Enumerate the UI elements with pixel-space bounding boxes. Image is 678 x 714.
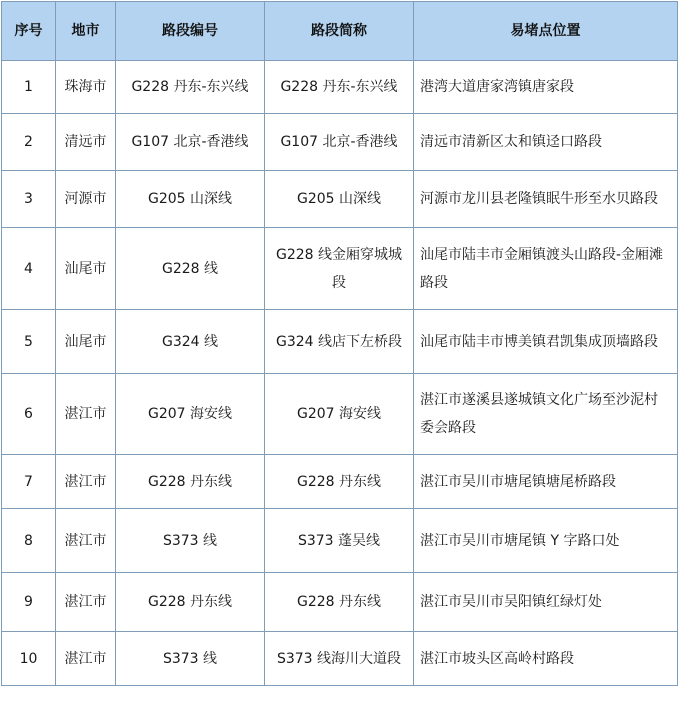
cell-road-code: S373 线 [116, 509, 265, 573]
cell-road-code: G205 山深线 [116, 171, 265, 228]
cell-road-code: G107 北京-香港线 [116, 114, 265, 171]
header-road-short-name: 路段简称 [265, 2, 414, 61]
cell-city: 珠海市 [56, 61, 116, 114]
cell-road-short-name: G228 线金厢穿城城段 [265, 228, 414, 310]
cell-road-code: S373 线 [116, 632, 265, 686]
cell-city: 湛江市 [56, 573, 116, 632]
cell-road-code: G228 丹东线 [116, 573, 265, 632]
cell-index: 7 [2, 455, 56, 509]
cell-index: 4 [2, 228, 56, 310]
table-row [2, 455, 678, 509]
cell-road-short-name: G107 北京-香港线 [265, 114, 414, 171]
table-row [2, 573, 678, 632]
table-row [2, 509, 678, 573]
cell-city: 湛江市 [56, 632, 116, 686]
cell-road-short-name: G207 海安线 [265, 374, 414, 455]
cell-road-code: G207 海安线 [116, 374, 265, 455]
cell-congestion-location: 湛江市遂溪县遂城镇文化广场至沙泥村委会路段 [414, 374, 678, 455]
cell-road-short-name: G324 线店下左桥段 [265, 310, 414, 374]
cell-index: 2 [2, 114, 56, 171]
table-row [2, 374, 678, 455]
cell-congestion-location: 湛江市吴川市塘尾镇 Y 字路口处 [414, 509, 678, 573]
cell-index: 6 [2, 374, 56, 455]
table-row [2, 228, 678, 310]
cell-road-short-name: G228 丹东线 [265, 573, 414, 632]
cell-index: 8 [2, 509, 56, 573]
cell-index: 10 [2, 632, 56, 686]
cell-road-code: G324 线 [116, 310, 265, 374]
table-row [2, 171, 678, 228]
cell-city: 湛江市 [56, 374, 116, 455]
header-index: 序号 [2, 2, 56, 61]
cell-city: 汕尾市 [56, 228, 116, 310]
cell-city: 湛江市 [56, 455, 116, 509]
table-row [2, 114, 678, 171]
cell-city: 汕尾市 [56, 310, 116, 374]
table-row [2, 632, 678, 686]
cell-congestion-location: 湛江市吴川市吴阳镇红绿灯处 [414, 573, 678, 632]
cell-index: 5 [2, 310, 56, 374]
cell-congestion-location: 河源市龙川县老隆镇眠牛形至水贝路段 [414, 171, 678, 228]
cell-congestion-location: 港湾大道唐家湾镇唐家段 [414, 61, 678, 114]
cell-city: 河源市 [56, 171, 116, 228]
table-row [2, 61, 678, 114]
header-road-code: 路段编号 [116, 2, 265, 61]
header-congestion-location: 易堵点位置 [414, 2, 678, 61]
cell-road-short-name: S373 线海川大道段 [265, 632, 414, 686]
cell-city: 清远市 [56, 114, 116, 171]
header-city: 地市 [56, 2, 116, 61]
cell-congestion-location: 汕尾市陆丰市博美镇君凯集成顶墙路段 [414, 310, 678, 374]
cell-congestion-location: 湛江市坡头区高岭村路段 [414, 632, 678, 686]
cell-congestion-location: 汕尾市陆丰市金厢镇渡头山路段-金厢滩路段 [414, 228, 678, 310]
cell-index: 9 [2, 573, 56, 632]
cell-congestion-location: 清远市清新区太和镇迳口路段 [414, 114, 678, 171]
cell-road-code: G228 线 [116, 228, 265, 310]
table-header-row [2, 2, 678, 61]
cell-road-short-name: G205 山深线 [265, 171, 414, 228]
cell-index: 1 [2, 61, 56, 114]
cell-index: 3 [2, 171, 56, 228]
cell-congestion-location: 湛江市吴川市塘尾镇塘尾桥路段 [414, 455, 678, 509]
cell-road-short-name: G228 丹东线 [265, 455, 414, 509]
cell-road-short-name: G228 丹东-东兴线 [265, 61, 414, 114]
cell-road-short-name: S373 蓬吴线 [265, 509, 414, 573]
congestion-points-table [1, 1, 678, 686]
cell-city: 湛江市 [56, 509, 116, 573]
cell-road-code: G228 丹东线 [116, 455, 265, 509]
table-row [2, 310, 678, 374]
cell-road-code: G228 丹东-东兴线 [116, 61, 265, 114]
